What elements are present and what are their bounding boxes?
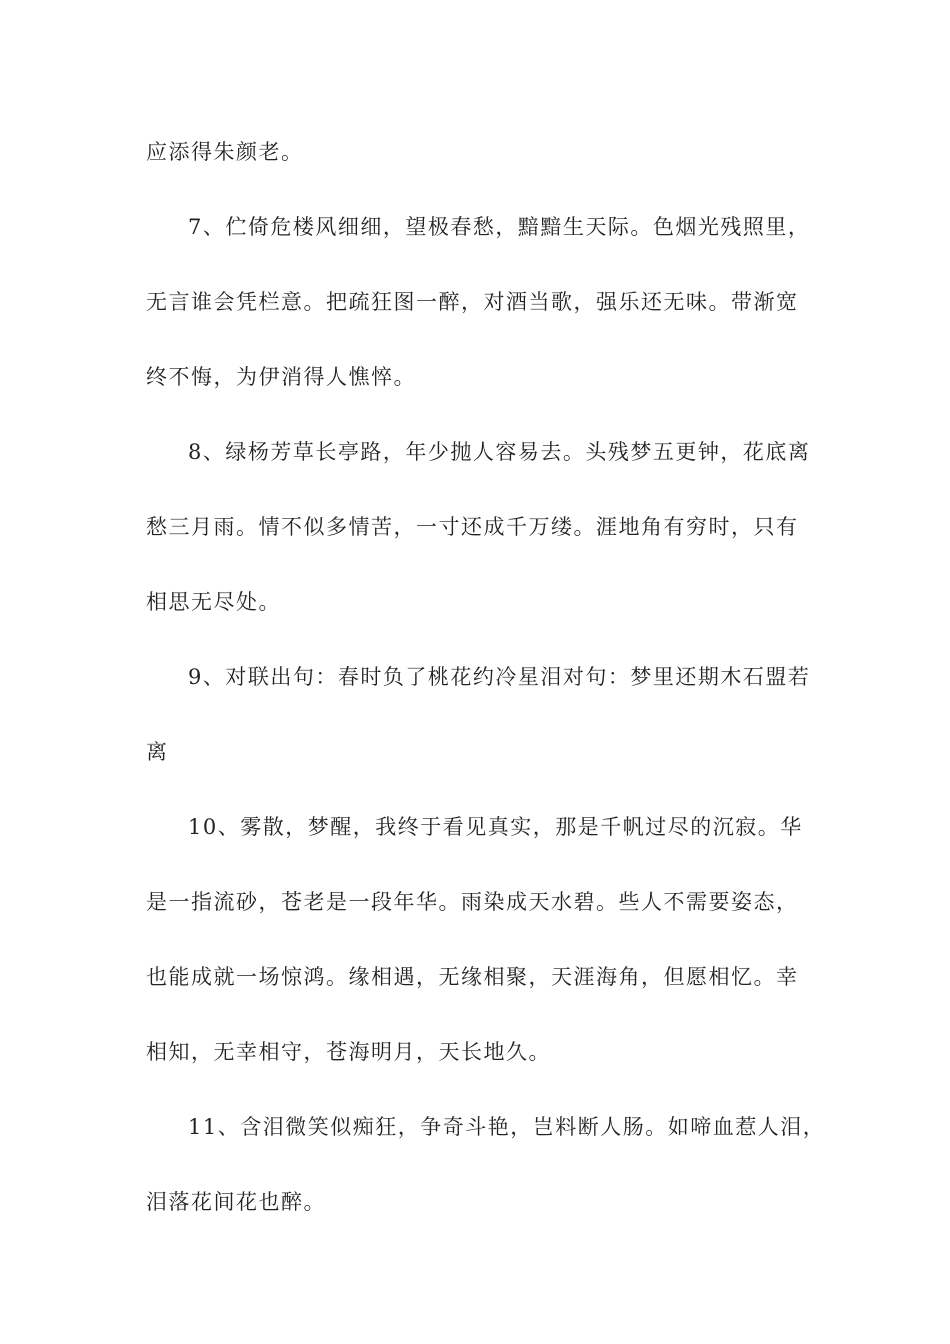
text-line: 相知，无幸相守，苍海明月，天长地久。 xyxy=(146,1040,551,1064)
text-line: 也能成就一场惊鸿。缘相遇，无缘相聚，天涯海角，但愿相忆。幸 xyxy=(146,965,799,989)
text-line: 终不悔，为伊消得人憔悴。 xyxy=(146,365,416,389)
text-line: 8、绿杨芳草长亭路，年少抛人容易去。头残梦五更钟，花底离 xyxy=(188,440,811,464)
text-line: 离 xyxy=(146,740,169,764)
text-line: 11、含泪微笑似痴狂，争奇斗艳，岂料断人肠。如啼血惹人泪， xyxy=(188,1115,826,1139)
text-line: 10、雾散，梦醒，我终于看见真实，那是千帆过尽的沉寂。华 xyxy=(188,815,803,839)
text-line: 7、伫倚危楼风细细，望极春愁，黯黯生天际。色烟光残照里， xyxy=(188,215,811,239)
text-line: 9、对联出句：春时负了桃花约冷星泪对句：梦里还期木石盟若 xyxy=(188,665,811,689)
text-line: 应添得朱颜老。 xyxy=(146,140,304,164)
text-line: 无言谁会凭栏意。把疏狂图一醉，对酒当歌，强乐还无味。带渐宽 xyxy=(146,290,799,314)
text-line: 相思无尽处。 xyxy=(146,590,281,614)
text-line: 愁三月雨。情不似多情苦，一寸还成千万缕。涯地角有穷时，只有 xyxy=(146,515,799,539)
text-line: 是一指流砂，苍老是一段年华。雨染成天水碧。些人不需要姿态， xyxy=(146,890,799,914)
text-line: 泪落花间花也醉。 xyxy=(146,1190,326,1214)
